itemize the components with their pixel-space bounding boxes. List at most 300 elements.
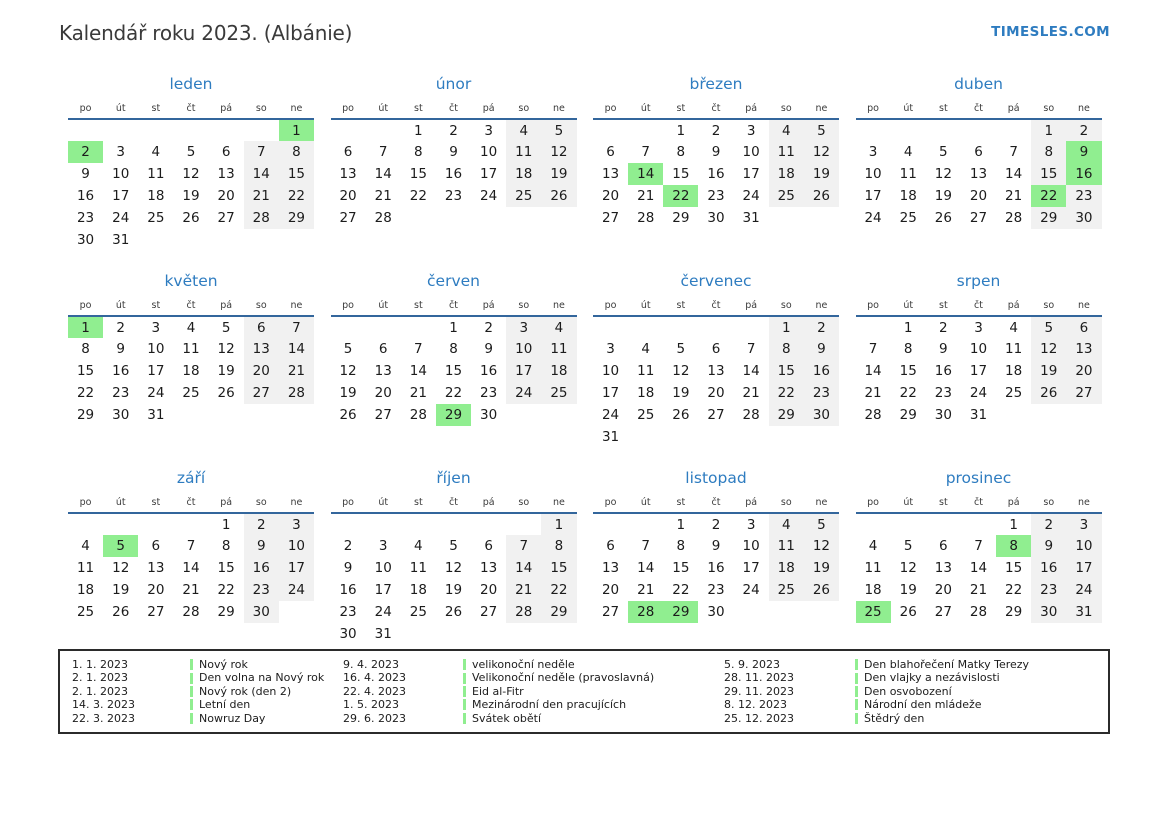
day-cell: 7	[974, 538, 983, 554]
empty-cell	[926, 513, 961, 535]
weekend-day-cell: 14	[244, 163, 279, 185]
weekend-day-cell: 1	[1031, 119, 1066, 141]
empty-cell	[926, 119, 961, 141]
weekday-header: čt	[436, 296, 471, 316]
weekday-header: st	[138, 493, 173, 513]
weekday-header: čt	[173, 99, 208, 119]
legend-holiday-name: Nový rok (den 2)	[199, 684, 292, 698]
weekend-day-cell: 7	[279, 316, 314, 338]
holiday-marker-bar	[463, 713, 466, 724]
weekend-day-cell: 12	[804, 535, 839, 557]
day-cell: 10	[147, 341, 165, 357]
empty-cell	[173, 404, 208, 426]
legend-holiday-name: Národní den mládeže	[864, 698, 982, 712]
day-cell: 28	[182, 604, 200, 620]
weekday-header: ne	[541, 493, 576, 513]
day-cell: 31	[969, 407, 988, 423]
weekday-header: čt	[698, 493, 733, 513]
weekend-day-cell: 6	[244, 316, 279, 338]
legend-holiday-name: Svátek obětí	[472, 711, 542, 725]
weekday-header: út	[103, 493, 138, 513]
empty-cell	[68, 513, 103, 535]
legend-entry	[190, 671, 343, 684]
day-cell: 13	[147, 560, 165, 576]
empty-cell	[663, 316, 698, 338]
day-cell: 10	[374, 560, 392, 576]
empty-cell	[541, 623, 576, 645]
weekday-header: st	[663, 493, 698, 513]
weekend-day-cell: 5	[804, 119, 839, 141]
legend-date: 28. 11. 2023	[724, 671, 794, 685]
day-cell: 1	[903, 319, 913, 336]
weekend-day-cell: 24	[506, 382, 541, 404]
day-cell: 3	[746, 516, 756, 533]
legend-date: 2. 1. 2023	[72, 671, 128, 685]
weekend-day-cell: 5	[541, 119, 576, 141]
empty-cell	[173, 119, 208, 141]
weekend-day-cell: 5	[804, 513, 839, 535]
day-cell: 21	[637, 188, 655, 204]
weekend-day-cell: 12	[1031, 338, 1066, 360]
empty-cell	[1066, 404, 1101, 426]
weekday-header: pá	[734, 99, 769, 119]
weekday-header: so	[1031, 493, 1066, 513]
weekday-header: so	[244, 296, 279, 316]
empty-cell	[593, 316, 628, 338]
weekday-header: čt	[173, 493, 208, 513]
weekend-day-cell: 1	[541, 513, 576, 535]
month-title: říjen	[436, 469, 471, 487]
weekend-day-cell: 3	[506, 316, 541, 338]
day-cell: 10	[480, 144, 498, 160]
holiday-marker-bar	[855, 699, 858, 710]
empty-cell	[244, 229, 279, 251]
day-cell: 22	[76, 385, 95, 401]
legend-holiday-name: Den vlajky a nezávislosti	[864, 671, 1000, 685]
day-cell: 27	[339, 210, 357, 226]
weekday-header: st	[926, 493, 961, 513]
day-cell: 30	[480, 407, 498, 423]
weekday-header: so	[769, 493, 804, 513]
weekday-header: ne	[279, 99, 314, 119]
holiday-day-cell: 1	[279, 119, 314, 141]
weekend-day-cell: 10	[506, 338, 541, 360]
day-cell: 2	[343, 538, 353, 554]
weekday-header: út	[103, 99, 138, 119]
day-cell: 7	[1009, 144, 1018, 160]
day-cell: 19	[112, 582, 130, 598]
weekday-header: pá	[471, 296, 506, 316]
holiday-marker-bar	[855, 713, 858, 724]
day-cell: 11	[76, 560, 95, 576]
day-cell: 2	[939, 319, 948, 336]
day-cell: 10	[864, 166, 882, 182]
day-cell: 2	[711, 516, 721, 533]
empty-cell	[279, 229, 314, 251]
day-cell: 29	[1005, 604, 1023, 620]
day-cell: 21	[1005, 188, 1023, 204]
day-cell: 7	[868, 341, 878, 357]
weekend-day-cell: 18	[769, 163, 804, 185]
legend-entry	[463, 671, 724, 684]
day-cell: 6	[378, 341, 388, 357]
day-cell: 28	[864, 407, 882, 423]
weekend-day-cell: 8	[541, 535, 576, 557]
day-cell: 13	[374, 363, 392, 379]
month-block	[856, 468, 1102, 645]
weekday-header: po	[856, 99, 891, 119]
empty-cell	[541, 404, 576, 426]
day-cell: 4	[414, 538, 423, 554]
holiday-day-cell: 22	[663, 185, 698, 207]
weekend-day-cell: 12	[541, 141, 576, 163]
month-block	[68, 271, 314, 468]
day-cell: 2	[711, 122, 721, 139]
month-title: březen	[689, 75, 743, 93]
holiday-day-cell: 9	[1066, 141, 1101, 163]
day-cell: 6	[606, 538, 615, 554]
day-cell: 11	[899, 166, 917, 182]
weekday-header: čt	[698, 99, 733, 119]
day-cell: 15	[217, 560, 235, 576]
legend-entry	[463, 698, 724, 711]
weekend-day-cell: 28	[506, 601, 541, 623]
day-cell: 8	[414, 144, 423, 160]
empty-cell	[401, 207, 436, 229]
weekday-header: út	[628, 99, 663, 119]
legend-holiday-name: Letní den	[199, 698, 251, 712]
weekend-day-cell: 25	[769, 185, 804, 207]
day-cell: 3	[151, 319, 161, 336]
day-cell: 22	[409, 188, 427, 204]
empty-cell	[366, 513, 401, 535]
legend-date: 5. 9. 2023	[724, 658, 780, 671]
empty-cell	[471, 513, 506, 535]
weekend-day-cell: 2	[804, 316, 839, 338]
weekend-day-cell: 18	[541, 360, 576, 382]
weekend-day-cell: 30	[804, 404, 839, 426]
day-cell: 19	[182, 188, 200, 204]
page-header	[0, 0, 1169, 45]
empty-cell	[138, 513, 173, 535]
day-cell: 28	[374, 210, 392, 226]
day-cell: 6	[221, 144, 231, 160]
legend-date: 8. 12. 2023	[724, 698, 787, 712]
month-title: prosinec	[945, 469, 1012, 487]
day-cell: 23	[707, 188, 725, 204]
day-cell: 18	[147, 188, 165, 204]
weekend-day-cell: 27	[244, 382, 279, 404]
weekday-header: út	[366, 493, 401, 513]
weekend-day-cell: 10	[279, 535, 314, 557]
weekday-header: út	[103, 296, 138, 316]
empty-cell	[856, 513, 891, 535]
day-cell: 8	[449, 341, 458, 357]
day-cell: 3	[974, 319, 983, 336]
day-cell: 8	[903, 341, 913, 357]
day-cell: 30	[707, 210, 725, 226]
holiday-day-cell: 25	[856, 601, 891, 623]
month-block	[593, 468, 839, 645]
day-cell: 12	[899, 560, 917, 576]
empty-cell	[401, 513, 436, 535]
weekday-header: st	[138, 296, 173, 316]
day-cell: 14	[742, 363, 760, 379]
month-title: srpen	[956, 272, 1001, 290]
empty-cell	[856, 119, 891, 141]
weekday-header: ne	[279, 296, 314, 316]
weekday-header: ne	[804, 296, 839, 316]
day-cell: 22	[217, 582, 235, 598]
empty-cell	[506, 207, 541, 229]
day-cell: 15	[1005, 560, 1023, 576]
day-cell: 8	[676, 144, 686, 160]
day-cell: 15	[672, 166, 690, 182]
empty-cell	[506, 404, 541, 426]
day-cell: 16	[444, 166, 463, 182]
day-cell: 19	[339, 385, 357, 401]
weekday-header: pá	[996, 99, 1031, 119]
day-cell: 1	[1009, 516, 1018, 533]
empty-cell	[628, 316, 663, 338]
day-cell: 20	[969, 188, 988, 204]
empty-cell	[891, 119, 926, 141]
holiday-marker-bar	[855, 673, 858, 684]
day-cell: 31	[374, 626, 392, 642]
day-cell: 9	[939, 341, 948, 357]
weekday-header: ne	[279, 493, 314, 513]
day-cell: 18	[76, 582, 95, 598]
day-cell: 19	[899, 582, 917, 598]
legend-holiday-name: Eid al-Fitr	[472, 684, 524, 698]
day-cell: 9	[484, 341, 493, 357]
weekend-day-cell: 17	[506, 360, 541, 382]
weekend-day-cell: 15	[541, 557, 576, 579]
weekday-header: čt	[961, 296, 996, 316]
weekday-header: ne	[541, 296, 576, 316]
weekend-day-cell: 26	[541, 185, 576, 207]
weekday-header: po	[331, 493, 366, 513]
day-cell: 12	[444, 560, 463, 576]
empty-cell	[541, 207, 576, 229]
day-cell: 18	[1005, 363, 1023, 379]
month-block	[593, 271, 839, 468]
weekend-day-cell: 29	[279, 207, 314, 229]
weekend-day-cell: 27	[1066, 382, 1101, 404]
day-cell: 15	[409, 166, 427, 182]
month-table	[856, 99, 1102, 229]
day-cell: 8	[81, 341, 90, 357]
month-block	[68, 468, 314, 645]
weekend-day-cell: 9	[1031, 535, 1066, 557]
day-cell: 21	[637, 582, 655, 598]
day-cell: 23	[934, 385, 952, 401]
weekend-day-cell: 18	[769, 557, 804, 579]
day-cell: 24	[864, 210, 882, 226]
legend-holiday-name: velikonoční neděle	[472, 658, 575, 671]
legend-date: 29. 6. 2023	[343, 711, 406, 725]
empty-cell	[401, 623, 436, 645]
day-cell: 3	[868, 144, 878, 160]
day-cell: 24	[969, 385, 988, 401]
day-cell: 8	[676, 538, 686, 554]
empty-cell	[436, 623, 471, 645]
legend-date: 14. 3. 2023	[72, 698, 135, 712]
day-cell: 9	[449, 144, 458, 160]
day-cell: 6	[974, 144, 983, 160]
empty-cell	[209, 119, 244, 141]
day-cell: 5	[676, 341, 686, 357]
empty-cell	[331, 513, 366, 535]
day-cell: 15	[899, 363, 917, 379]
day-cell: 3	[606, 341, 615, 357]
weekday-header: st	[926, 296, 961, 316]
day-cell: 14	[409, 363, 427, 379]
weekend-day-cell: 30	[1031, 601, 1066, 623]
weekend-day-cell: 18	[506, 163, 541, 185]
day-cell: 24	[742, 188, 760, 204]
weekend-day-cell: 9	[244, 535, 279, 557]
weekend-day-cell: 11	[506, 141, 541, 163]
day-cell: 24	[374, 604, 392, 620]
day-cell: 24	[742, 582, 760, 598]
month-title: leden	[169, 75, 213, 93]
empty-cell	[138, 229, 173, 251]
empty-cell	[593, 513, 628, 535]
empty-cell	[961, 119, 996, 141]
weekend-day-cell: 23	[244, 579, 279, 601]
weekday-header: st	[138, 99, 173, 119]
empty-cell	[506, 623, 541, 645]
day-cell: 25	[147, 210, 165, 226]
weekday-header: čt	[698, 296, 733, 316]
weekend-day-cell: 8	[1031, 141, 1066, 163]
day-cell: 1	[414, 122, 423, 139]
holiday-marker-bar	[190, 713, 193, 724]
empty-cell	[436, 207, 471, 229]
holiday-day-cell: 16	[1066, 163, 1101, 185]
day-cell: 19	[217, 363, 235, 379]
weekend-day-cell: 30	[244, 601, 279, 623]
day-cell: 11	[182, 341, 200, 357]
weekend-day-cell: 19	[804, 557, 839, 579]
day-cell: 14	[374, 166, 392, 182]
day-cell: 17	[112, 188, 130, 204]
weekday-header: so	[769, 99, 804, 119]
day-cell: 29	[672, 210, 690, 226]
day-cell: 4	[641, 341, 650, 357]
holiday-day-cell: 1	[68, 316, 103, 338]
day-cell: 27	[707, 407, 725, 423]
weekend-day-cell: 23	[804, 382, 839, 404]
weekend-day-cell: 31	[1066, 601, 1101, 623]
day-cell: 9	[116, 341, 125, 357]
day-cell: 17	[601, 385, 620, 401]
empty-cell	[628, 119, 663, 141]
day-cell: 26	[339, 407, 357, 423]
day-cell: 17	[969, 363, 988, 379]
day-cell: 31	[601, 429, 620, 445]
month-table	[68, 99, 314, 251]
weekday-header: út	[628, 493, 663, 513]
weekday-header: so	[1031, 99, 1066, 119]
weekday-header: po	[68, 493, 103, 513]
weekend-day-cell: 16	[244, 557, 279, 579]
holiday-day-cell: 14	[628, 163, 663, 185]
weekend-day-cell: 21	[279, 360, 314, 382]
weekend-day-cell: 26	[804, 185, 839, 207]
legend-date: 1. 1. 2023	[72, 658, 128, 671]
weekend-day-cell: 1	[769, 316, 804, 338]
empty-cell	[68, 119, 103, 141]
weekend-day-cell: 11	[769, 141, 804, 163]
page-title: Kalendář roku 2023. (Albánie)	[59, 21, 353, 45]
day-cell: 13	[601, 166, 620, 182]
weekend-day-cell: 7	[506, 535, 541, 557]
day-cell: 6	[606, 144, 615, 160]
day-cell: 9	[343, 560, 353, 576]
day-cell: 27	[480, 604, 498, 620]
day-cell: 3	[746, 122, 756, 139]
site-link[interactable]: TIMESLES.COM	[991, 24, 1110, 40]
day-cell: 16	[480, 363, 498, 379]
day-cell: 19	[934, 188, 952, 204]
weekday-header: čt	[436, 99, 471, 119]
month-table	[331, 296, 577, 426]
weekday-header: ne	[1066, 99, 1101, 119]
day-cell: 20	[934, 582, 952, 598]
day-cell: 4	[151, 144, 161, 160]
day-cell: 27	[374, 407, 392, 423]
empty-cell	[769, 426, 804, 448]
weekday-header: čt	[961, 493, 996, 513]
day-cell: 3	[378, 538, 388, 554]
holiday-legend	[58, 649, 1110, 734]
month-block	[331, 468, 577, 645]
weekend-day-cell: 16	[1031, 557, 1066, 579]
day-cell: 28	[1005, 210, 1023, 226]
day-cell: 11	[409, 560, 427, 576]
day-cell: 2	[484, 319, 493, 336]
holiday-day-cell: 5	[103, 535, 138, 557]
weekday-header: čt	[961, 99, 996, 119]
day-cell: 23	[707, 582, 725, 598]
legend-entry	[190, 698, 343, 711]
empty-cell	[996, 119, 1031, 141]
holiday-marker-bar	[190, 699, 193, 710]
month-table	[856, 493, 1102, 623]
day-cell: 24	[601, 407, 620, 423]
month-title: červenec	[680, 272, 752, 290]
day-cell: 7	[414, 341, 423, 357]
weekday-header: pá	[471, 493, 506, 513]
weekday-header: pá	[734, 493, 769, 513]
day-cell: 12	[217, 341, 235, 357]
weekend-day-cell: 20	[1066, 360, 1101, 382]
weekday-header: po	[593, 296, 628, 316]
empty-cell	[173, 513, 208, 535]
weekend-day-cell: 17	[1066, 557, 1101, 579]
day-cell: 18	[182, 363, 200, 379]
weekday-header: út	[891, 296, 926, 316]
weekday-header: po	[68, 296, 103, 316]
day-cell: 30	[934, 407, 952, 423]
day-cell: 7	[378, 144, 388, 160]
holiday-marker-bar	[855, 659, 858, 670]
month-title: duben	[954, 75, 1003, 93]
legend-holiday-name: Den blahořečení Matky Terezy	[864, 658, 1030, 671]
legend-date: 22. 4. 2023	[343, 684, 406, 698]
